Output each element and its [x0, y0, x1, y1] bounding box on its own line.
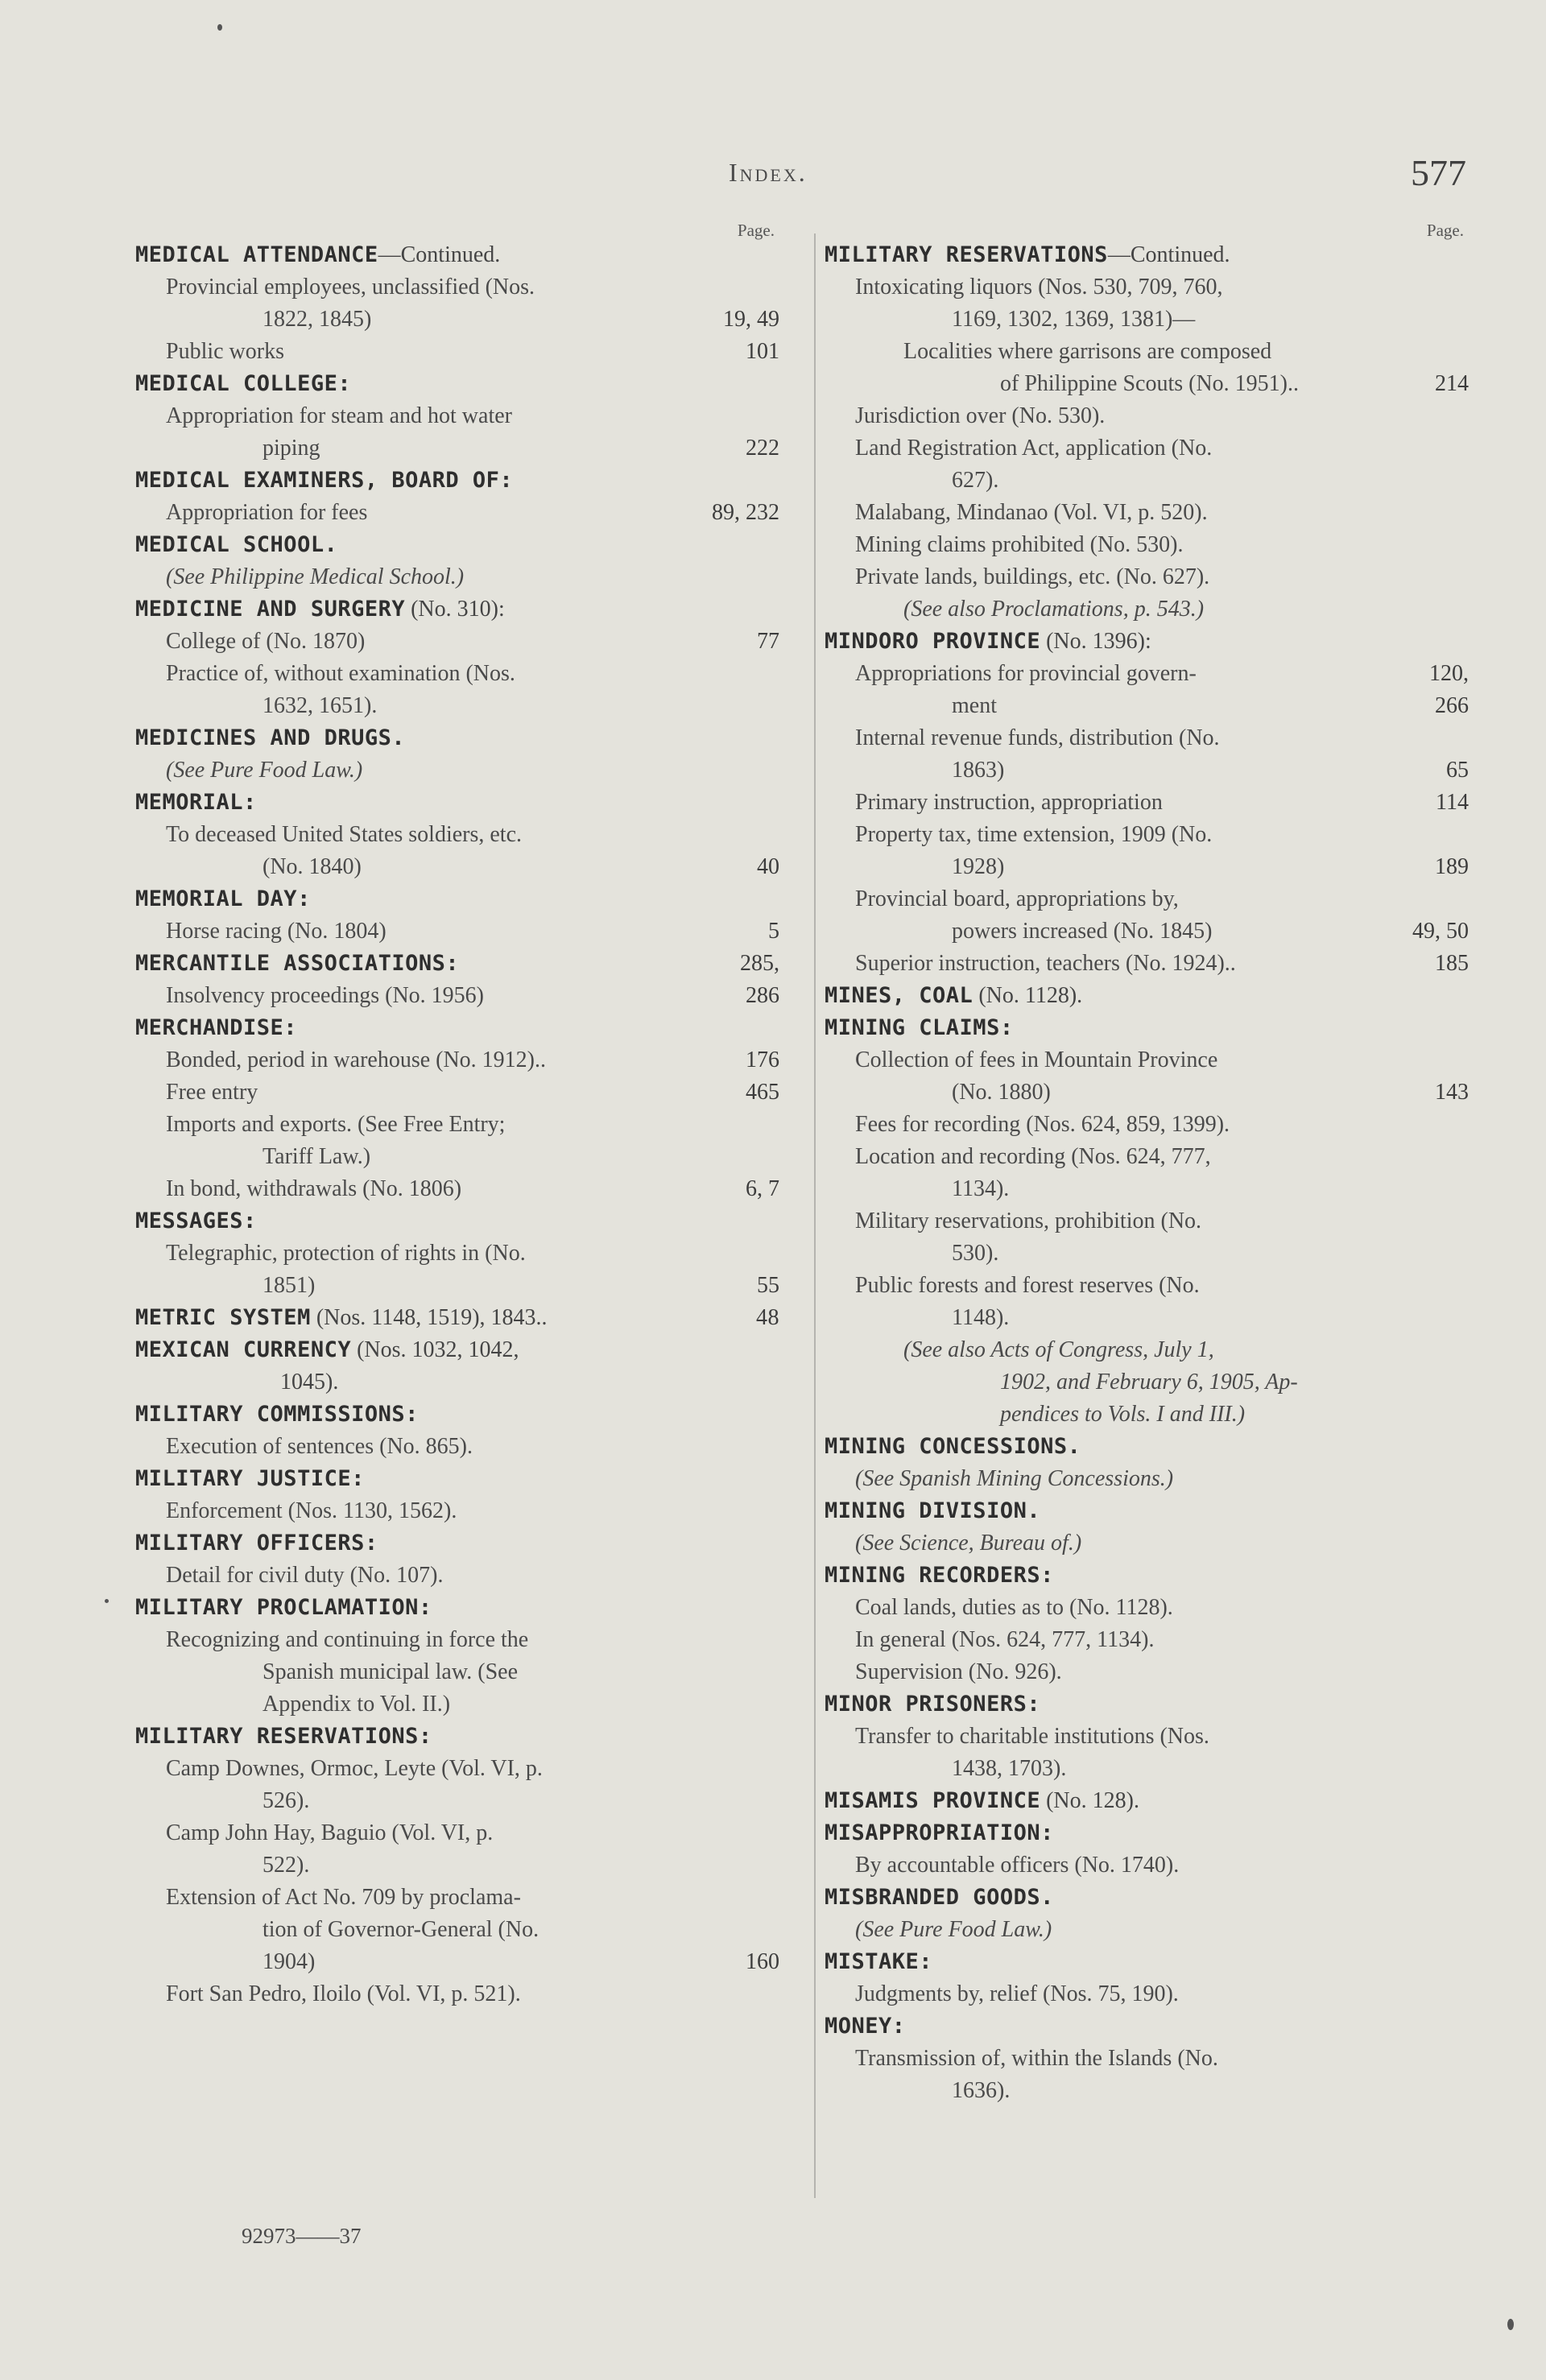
heading-note: (No. 1396):: [1040, 629, 1151, 654]
page-ref: 222: [746, 436, 779, 461]
see-reference: [825, 1527, 1469, 1560]
index-heading: [825, 1560, 1469, 1592]
subentry-text: Military reservations, prohibition (No.: [855, 1209, 1202, 1233]
see-text: (See Pure Food Law.): [166, 758, 363, 783]
page-ref: 55: [757, 1273, 779, 1298]
subentry-text: Provincial board, appropriations by,: [855, 886, 1179, 911]
heading-note: (Nos. 1148, 1519), 1843..: [310, 1305, 548, 1330]
index-heading: [135, 239, 779, 271]
subentry-text: Superior instruction, teachers (No. 1924)..: [855, 951, 1236, 976]
heading-text: MILITARY RESERVATIONS: [825, 242, 1108, 267]
subentry-continuation: 1851): [262, 1273, 316, 1298]
subentry-continuation: 1822, 1845): [262, 307, 372, 332]
subentry-continuation: ment: [952, 693, 997, 718]
index-subentry: [135, 1624, 779, 1721]
heading-text: MISBRANDED GOODS.: [825, 1885, 1054, 1910]
subentry-text: Enforcement (Nos. 1130, 1562).: [166, 1498, 457, 1523]
subentry-text: Detail for civil duty (No. 107).: [166, 1563, 444, 1588]
page-ref: 65: [1446, 758, 1469, 783]
index-subentry: [825, 1109, 1469, 1141]
subentry-text: Collection of fees in Mountain Province: [855, 1047, 1218, 1072]
ink-spot: [217, 24, 222, 31]
index-subentry: [825, 400, 1469, 432]
heading-text: MINING CLAIMS:: [825, 1015, 1014, 1040]
heading-text: MEDICAL SCHOOL.: [135, 532, 338, 557]
page-column-label: Page.: [1426, 221, 1464, 240]
index-subentry: [825, 1592, 1469, 1624]
subentry-text: Coal lands, duties as to (No. 1128).: [855, 1595, 1173, 1620]
index-subentry: [135, 271, 779, 336]
heading-text: MINOR PRISONERS:: [825, 1692, 1041, 1717]
index-subentry: [135, 497, 779, 529]
index-subentry: [135, 1882, 779, 1978]
index-subentry: [135, 1173, 779, 1205]
right-column: [825, 221, 1469, 2107]
index-subentry: [825, 1270, 1469, 1334]
see-text: (See also Proclamations, p. 543.): [903, 597, 1205, 622]
index-heading: [135, 1302, 779, 1334]
subentry-text: Private lands, buildings, etc. (No. 627).: [855, 564, 1210, 589]
heading-text: MINING CONCESSIONS.: [825, 1434, 1081, 1459]
index-subentry: [825, 271, 1469, 336]
heading-text: MERCANTILE ASSOCIATIONS:: [135, 951, 460, 976]
page-ref: 101: [746, 339, 779, 364]
index-subentry: [825, 1849, 1469, 1882]
subentry-text: Supervision (No. 926).: [855, 1659, 1062, 1684]
subentry-continuation: 1169, 1302, 1369, 1381)—: [952, 307, 1196, 332]
page-ref: 49, 50: [1412, 919, 1469, 944]
subentry-text: Land Registration Act, application (No.: [855, 436, 1213, 461]
page-ref: 6, 7: [746, 1176, 779, 1201]
subentry-text: Insolvency proceedings (No. 1956): [166, 983, 485, 1008]
index-heading: [825, 1688, 1469, 1721]
see-text: (See Pure Food Law.): [855, 1917, 1052, 1942]
see-reference: [825, 1334, 1469, 1431]
subentry-continuation: 1904): [262, 1949, 316, 1974]
subentry-text: Camp John Hay, Baguio (Vol. VI, p.: [166, 1820, 494, 1845]
page-ref: 285, 286: [740, 951, 779, 1008]
subentry-continuation: piping: [262, 436, 320, 461]
subentry-text: Camp Downes, Ormoc, Leyte (Vol. VI, p.: [166, 1756, 543, 1781]
index-subentry: [825, 948, 1469, 980]
index-subentry: [825, 2043, 1469, 2107]
subentry-continuation: 530).: [952, 1241, 999, 1266]
heading-text: MEMORIAL DAY:: [135, 886, 311, 911]
subentry-text: Extension of Act No. 709 by proclama-: [166, 1885, 521, 1910]
subentry-text: Telegraphic, protection of rights in (No.: [166, 1241, 526, 1266]
see-text: (See Spanish Mining Concessions.): [855, 1466, 1174, 1491]
index-heading: [135, 368, 779, 400]
index-subentry: [825, 1141, 1469, 1205]
index-heading: [825, 1012, 1469, 1044]
index-subentry: [135, 1109, 779, 1173]
index-subentry: [825, 1044, 1469, 1109]
subentry-continuation: of Philippine Scouts (No. 1951)..: [1000, 371, 1299, 396]
index-subentry: [135, 1495, 779, 1527]
index-subentry: [135, 658, 779, 722]
heading-note: (No. 1128).: [973, 983, 1083, 1008]
index-subentry: [135, 915, 779, 948]
index-subentry: [135, 1560, 779, 1592]
ink-spot: [105, 1599, 109, 1603]
subentry-text: Mining claims prohibited (No. 530).: [855, 532, 1184, 557]
subentry-text: Localities where garrisons are composed: [903, 339, 1272, 364]
index-subentry: [135, 1431, 779, 1463]
index-subentry: [135, 1044, 779, 1076]
subentry-continuation: 1636).: [952, 2078, 1011, 2103]
index-subentry: [135, 626, 779, 658]
subentry-text: To deceased United States soldiers, etc.: [166, 822, 523, 847]
page-ref: 160: [746, 1949, 779, 1974]
subentry-text: Judgments by, relief (Nos. 75, 190).: [855, 1981, 1179, 2006]
index-heading: [135, 883, 779, 915]
heading-text: MEDICINE AND SURGERY: [135, 597, 406, 622]
subentry-text: Imports and exports. (See Free Entry;: [166, 1112, 506, 1137]
heading-note: (Nos. 1032, 1042,: [351, 1337, 519, 1362]
subentry-text: Execution of sentences (No. 865).: [166, 1434, 473, 1459]
subentry-continuation: (No. 1840): [262, 854, 362, 879]
heading-text: MERCHANDISE:: [135, 1015, 298, 1040]
see-reference: [825, 1463, 1469, 1495]
index-subentry: [135, 1978, 779, 2010]
subentry-text: Practice of, without examination (Nos.: [166, 661, 515, 686]
page-number: 577: [1411, 152, 1466, 193]
subentry-text: Public works: [166, 339, 284, 364]
subentry-continuation: 1438, 1703).: [952, 1756, 1067, 1781]
page-ref: 89, 232: [712, 500, 779, 525]
page-ref: 114: [1436, 790, 1469, 815]
page-ref: 5: [768, 919, 779, 944]
see-text: (See Philippine Medical School.): [166, 564, 465, 589]
subentry-text: Public forests and forest reserves (No.: [855, 1273, 1200, 1298]
heading-text: MILITARY OFFICERS:: [135, 1531, 378, 1556]
subentry-text: College of (No. 1870): [166, 629, 366, 654]
page-ref: 214: [1435, 371, 1469, 396]
column-divider: [814, 233, 816, 2198]
index-heading: [135, 1721, 779, 1753]
page-ref: 48: [756, 1305, 779, 1330]
page-ref: 185: [1435, 951, 1469, 976]
index-subentry: [825, 432, 1469, 497]
index-subentry: [135, 336, 779, 368]
heading-text: MINES, COAL: [825, 983, 973, 1008]
index-heading: [135, 1463, 779, 1495]
page-ref: 19, 49: [723, 307, 779, 332]
heading-note: —Continued.: [378, 242, 501, 267]
see-text: (See also Acts of Congress, July 1,: [903, 1337, 1214, 1362]
left-entries: [135, 239, 779, 2010]
subentry-text: Appropriations for provincial govern-: [855, 661, 1197, 686]
heading-text: MILITARY COMMISSIONS:: [135, 1402, 419, 1427]
heading-text: MISAPPROPRIATION:: [825, 1820, 1054, 1845]
index-heading: [825, 1882, 1469, 1914]
subentry-text: Transmission of, within the Islands (No.: [855, 2046, 1218, 2071]
index-heading: [135, 722, 779, 754]
subentry-text: Horse racing (No. 1804): [166, 919, 386, 944]
subentry-continuation: Appendix to Vol. II.): [262, 1692, 451, 1717]
index-heading: [825, 1785, 1469, 1817]
index-heading: [135, 1399, 779, 1431]
subentry-continuation: 627).: [952, 468, 999, 493]
subentry-continuation: tion of Governor-General (No.: [262, 1917, 539, 1942]
heading-text: MILITARY JUSTICE:: [135, 1466, 365, 1491]
subentry-continuation: 1148).: [952, 1305, 1010, 1330]
index-heading: [135, 1205, 779, 1238]
subentry-text: Fort San Pedro, Iloilo (Vol. VI, p. 521).: [166, 1981, 521, 2006]
index-subentry: [825, 336, 1469, 400]
subentry-text: Intoxicating liquors (Nos. 530, 709, 760,: [855, 275, 1223, 300]
subentry-text: Property tax, time extension, 1909 (No.: [855, 822, 1213, 847]
index-heading: [135, 787, 779, 819]
subentry-continuation: (No. 1880): [952, 1080, 1051, 1105]
heading-note: —Continued.: [1107, 242, 1230, 267]
heading-text: MEDICAL EXAMINERS, BOARD OF:: [135, 468, 514, 493]
index-heading: [135, 529, 779, 561]
page-ref: 189: [1435, 854, 1469, 879]
index-subentry: [135, 819, 779, 883]
heading-text: MISTAKE:: [825, 1949, 933, 1974]
index-subentry: [825, 658, 1469, 722]
subentry-text: In bond, withdrawals (No. 1806): [166, 1176, 462, 1201]
left-column: [135, 221, 779, 2010]
see-reference: [825, 593, 1469, 626]
heading-text: MEDICAL ATTENDANCE: [135, 242, 378, 267]
subentry-continuation: 1928): [952, 854, 1005, 879]
index-subentry: [825, 1978, 1469, 2010]
index-subentry: [825, 787, 1469, 819]
heading-text: MEXICAN CURRENCY: [135, 1337, 352, 1362]
page-ref: 176: [746, 1047, 779, 1072]
index-subentry: [135, 1753, 779, 1817]
subentry-text: Internal revenue funds, distribution (No.: [855, 725, 1220, 750]
subentry-text: Appropriation for fees: [166, 500, 368, 525]
subentry-continuation: 1863): [952, 758, 1005, 783]
subentry-text: Recognizing and continuing in force the: [166, 1627, 529, 1652]
heading-text: MILITARY RESERVATIONS:: [135, 1724, 432, 1749]
subentry-text: By accountable officers (No. 1740).: [855, 1853, 1180, 1878]
subentry-text: Bonded, period in warehouse (No. 1912)..: [166, 1047, 547, 1072]
heading-note: (No. 128).: [1040, 1788, 1139, 1813]
index-heading: [135, 948, 779, 980]
index-heading: [135, 1592, 779, 1624]
index-subentry: [135, 1076, 779, 1109]
printer-signature: 92973——37: [242, 2224, 362, 2248]
index-subentry: [825, 497, 1469, 529]
subentry-text: In general (Nos. 624, 777, 1134).: [855, 1627, 1155, 1652]
index-subentry: [135, 1238, 779, 1302]
page-title: Index.: [729, 158, 808, 187]
see-continuation: 1902, and February 6, 1905, Ap-: [1000, 1370, 1298, 1395]
subentry-text: Location and recording (Nos. 624, 777,: [855, 1144, 1211, 1169]
subentry-continuation: powers increased (No. 1845): [952, 919, 1213, 944]
heading-text: MINING DIVISION.: [825, 1498, 1041, 1523]
see-reference: [825, 1914, 1469, 1946]
index-heading: [825, 980, 1469, 1012]
subentry-continuation: 1632, 1651).: [262, 693, 378, 718]
page-ref: 40: [757, 854, 779, 879]
index-heading: [825, 1495, 1469, 1527]
index-heading: [825, 1817, 1469, 1849]
heading-text: MISAMIS PROVINCE: [825, 1788, 1041, 1813]
heading-text: MESSAGES:: [135, 1209, 257, 1233]
index-heading: [825, 1431, 1469, 1463]
index-subentry: [825, 1721, 1469, 1785]
page-ref: 120, 266: [1429, 661, 1469, 718]
index-subentry: [825, 1656, 1469, 1688]
subentry-continuation: Spanish municipal law. (See: [262, 1659, 519, 1684]
page-ref: 465: [746, 1080, 779, 1105]
heading-text: MONEY:: [825, 2014, 906, 2039]
index-subentry: [135, 400, 779, 465]
heading-text: METRIC SYSTEM: [135, 1305, 311, 1330]
heading-text: MEDICINES AND DRUGS.: [135, 725, 406, 750]
page-ref: 143: [1435, 1080, 1469, 1105]
index-heading: [135, 593, 779, 626]
index-heading: [825, 239, 1469, 271]
subentry-text: Provincial employees, unclassified (Nos.: [166, 275, 535, 300]
heading-text: MEMORIAL:: [135, 790, 257, 815]
subentry-continuation: 526).: [262, 1788, 310, 1813]
index-subentry: [825, 883, 1469, 948]
index-subentry: [825, 561, 1469, 593]
page-ref: 77: [757, 629, 779, 654]
heading-text: MINING RECORDERS:: [825, 1563, 1054, 1588]
subentry-text: Appropriation for steam and hot water: [166, 403, 512, 428]
subentry-text: Free entry: [166, 1080, 258, 1105]
index-heading: [825, 626, 1469, 658]
index-heading: [825, 2010, 1469, 2043]
subentry-text: Fees for recording (Nos. 624, 859, 1399).: [855, 1112, 1230, 1137]
page-column-label: Page.: [737, 221, 775, 240]
ink-spot: [1507, 2319, 1514, 2330]
index-subentry: [825, 819, 1469, 883]
subentry-continuation: 522).: [262, 1853, 310, 1878]
heading-continuation: 1045).: [280, 1370, 339, 1395]
index-heading: [825, 1946, 1469, 1978]
subentry-text: Transfer to charitable institutions (Nos.: [855, 1724, 1209, 1749]
index-heading: [135, 1012, 779, 1044]
index-subentry: [825, 1205, 1469, 1270]
subentry-continuation: 1134).: [952, 1176, 1010, 1201]
heading-text: MILITARY PROCLAMATION:: [135, 1595, 432, 1620]
index-subentry: [825, 1624, 1469, 1656]
see-continuation: pendices to Vols. I and III.): [1000, 1402, 1246, 1427]
index-heading: [135, 1334, 779, 1399]
see-text: (See Science, Bureau of.): [855, 1531, 1082, 1556]
running-head: [0, 152, 1546, 206]
subentry-text: Primary instruction, appropriation: [855, 790, 1163, 815]
see-reference: [135, 754, 779, 787]
heading-note: (No. 310):: [405, 597, 505, 622]
subentry-text: Malabang, Mindanao (Vol. VI, p. 520).: [855, 500, 1208, 525]
see-reference: [135, 561, 779, 593]
index-heading: [135, 465, 779, 497]
subentry-continuation: Tariff Law.): [262, 1144, 371, 1169]
heading-text: MINDORO PROVINCE: [825, 629, 1041, 654]
subentry-text: Jurisdiction over (No. 530).: [855, 403, 1106, 428]
index-heading: [135, 1527, 779, 1560]
index-subentry: [825, 529, 1469, 561]
heading-text: MEDICAL COLLEGE:: [135, 371, 352, 396]
index-subentry: [825, 722, 1469, 787]
index-subentry: [135, 1817, 779, 1882]
right-entries: [825, 239, 1469, 2107]
